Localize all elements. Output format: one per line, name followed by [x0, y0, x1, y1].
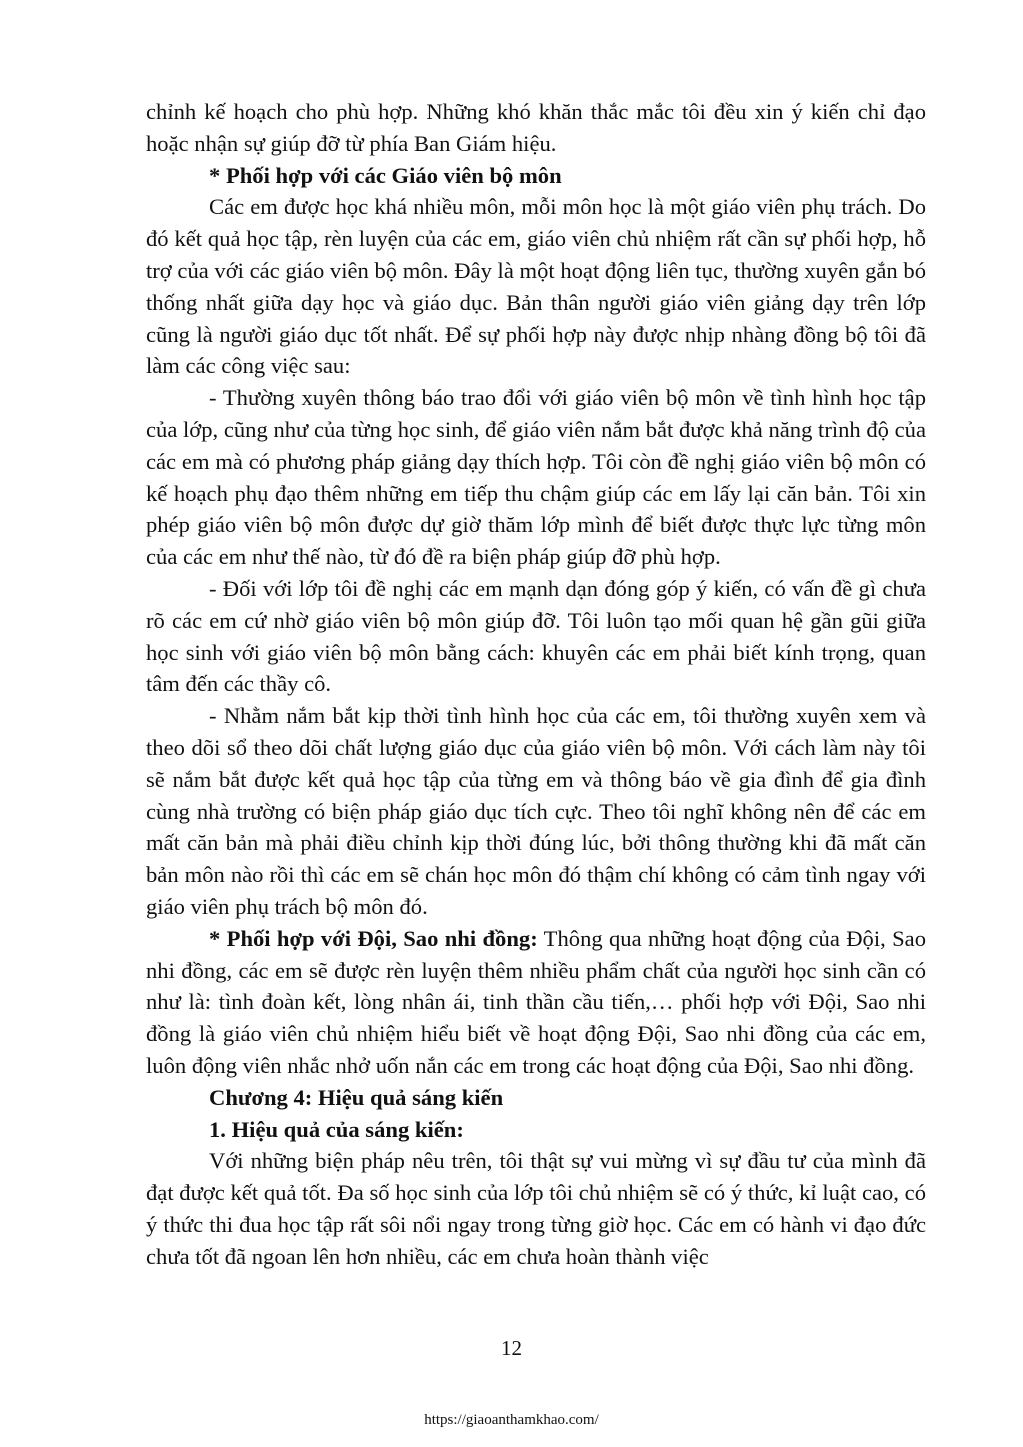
page-number: 12: [501, 1336, 522, 1360]
paragraph-team-coordination: [146, 923, 926, 1082]
paragraph-team-text: Thông qua những hoạt động của Đội, Sao nhi đồng, các em sẽ được rèn luyện thêm nhiều phẩm chất của người học sinh cần có như là: tình đoàn kết, lòng nhân ái, tinh thần cầu tiến,… phối hợp với Đội, Sao nhi đồng là giáo viên chủ nhiệm hiểu biết về hoạt động Đội, Sao nhi đồng của các em, luôn động viên nhắc nhở uốn nắn các em trong các hoạt động của Đội, Sao nhi đồng.: [146, 925, 926, 1078]
paragraph-bullet-3: - Nhằm nắm bắt kịp thời tình hình học của các em, tôi thường xuyên xem và theo dõi sổ theo dõi chất lượng giáo dục của giáo viên bộ môn. Với cách làm này tôi sẽ nắm bắt được kết quả học tập của từng em và thông báo về gia đình để gia đình cùng nhà trường có biện pháp giáo dục tích cực. Theo tôi nghĩ không nên để các em mất căn bản mà phải điều chỉnh kịp thời đúng lúc, bởi thông thường khi đã mất căn bản môn nào rồi thì các em sẽ chán học môn đó thậm chí không có cảm tình ngay với giáo viên phụ trách bộ môn đó.: [146, 703, 926, 919]
paragraph-bullet-2: - Đối với lớp tôi đề nghị các em mạnh dạn đóng góp ý kiến, có vấn đề gì chưa rõ các em cứ nhờ giáo viên bộ môn giúp đỡ. Tôi luôn tạo mối quan hệ gần gũi giữa học sinh với giáo viên bộ môn bằng cách: khuyên các em phải biết kính trọng, quan tâm đến các thầy cô.: [146, 575, 926, 697]
footer-link[interactable]: https://giaoanthamkhao.com/: [424, 1412, 599, 1428]
paragraph-subject-teachers-intro: Các em được học khá nhiều môn, mỗi môn học là một giáo viên phụ trách. Do đó kết quả học tập, rèn luyện của các em, giáo viên chủ nhiệm rất cần sự phối hợp, hỗ trợ của với các giáo viên bộ môn. Đây là một hoạt động liên tục, thường xuyên gắn bó thống nhất giữa dạy học và giáo dục. Bản thân người giáo viên giảng dạy trên lớp cũng là người giáo dục tốt nhất. Để sự phối hợp này được nhịp nhàng đồng bộ tôi đã làm các công việc sau:: [146, 194, 926, 379]
document-body: [146, 96, 926, 1272]
inline-heading-team: * Phối hợp với Đội, Sao nhi đồng:: [209, 925, 538, 951]
subsection-heading: 1. Hiệu quả của sáng kiến:: [209, 1116, 464, 1142]
paragraph-continuation: chỉnh kế hoạch cho phù hợp. Những khó khăn thắc mắc tôi đều xin ý kiến chỉ đạo hoặc nhận sự giúp đỡ từ phía Ban Giám hiệu.: [146, 99, 926, 156]
paragraph-bullet-1: - Thường xuyên thông báo trao đổi với giáo viên bộ môn về tình hình học tập của lớp, cũng như của từng học sinh, để giáo viên nắm bắt được khả năng trình độ của các em mà có phương pháp giảng dạy thích hợp. Tôi còn đề nghị giáo viên bộ môn có kế hoạch phụ đạo thêm những em tiếp thu chậm giúp các em lấy lại căn bản. Tôi xin phép giáo viên bộ môn được dự giờ thăm lớp mình để biết được thực lực từng môn của các em như thế nào, từ đó đề ra biện pháp giúp đỡ phù hợp.: [146, 385, 926, 570]
paragraph-effectiveness: Với những biện pháp nêu trên, tôi thật sự vui mừng vì sự đầu tư của mình đã đạt được kết quả tốt. Đa số học sinh của lớp tôi chủ nhiệm sẽ có ý thức, kỉ luật cao, có ý thức thi đua học tập rất sôi nổi ngay trong từng giờ học. Các em có hành vi đạo đức chưa tốt đã ngoan lên hơn nhiều, các em chưa hoàn thành việc: [146, 1148, 926, 1269]
chapter-heading: Chương 4: Hiệu quả sáng kiến: [209, 1084, 504, 1110]
section-heading-subject-teachers: * Phối hợp với các Giáo viên bộ môn: [209, 162, 562, 188]
